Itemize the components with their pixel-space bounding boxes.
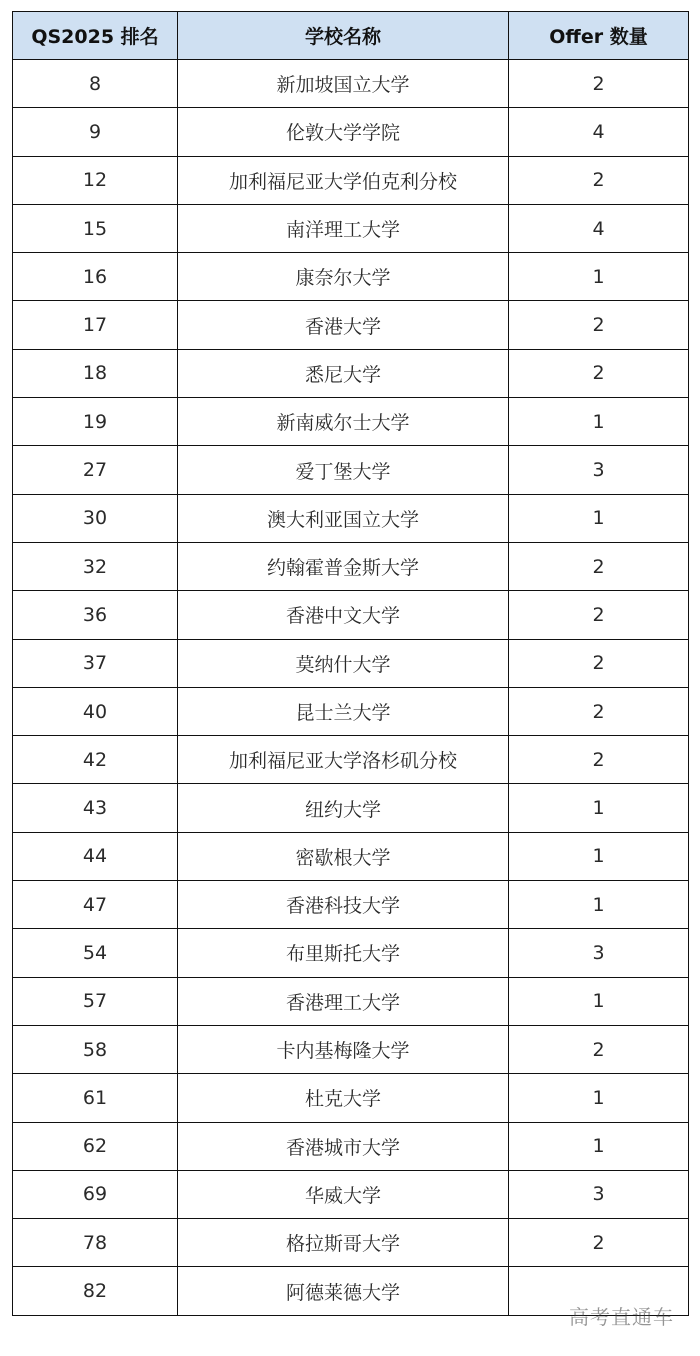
cell-offer-count: 2 <box>509 156 689 204</box>
table-row <box>13 1025 689 1073</box>
cell-rank: 18 <box>13 349 178 397</box>
table-row <box>13 1219 689 1267</box>
cell-school-name: 香港科技大学 <box>178 881 509 929</box>
cell-rank: 42 <box>13 736 178 784</box>
cell-school-name: 阿德莱德大学 <box>178 1267 509 1315</box>
table-row <box>13 977 689 1025</box>
cell-school-name: 新加坡国立大学 <box>178 60 509 108</box>
cell-offer-count: 1 <box>509 977 689 1025</box>
cell-rank: 69 <box>13 1170 178 1218</box>
cell-school-name: 加利福尼亚大学洛杉矶分校 <box>178 736 509 784</box>
cell-rank: 44 <box>13 832 178 880</box>
cell-school-name: 香港大学 <box>178 301 509 349</box>
header-offer-count: Offer 数量 <box>509 12 689 60</box>
cell-school-name: 昆士兰大学 <box>178 687 509 735</box>
table-row <box>13 349 689 397</box>
cell-rank: 43 <box>13 784 178 832</box>
table-row <box>13 253 689 301</box>
table-row <box>13 929 689 977</box>
ranking-table <box>12 11 689 1316</box>
table-row <box>13 446 689 494</box>
cell-school-name: 南洋理工大学 <box>178 204 509 252</box>
cell-school-name: 纽约大学 <box>178 784 509 832</box>
cell-offer-count: 4 <box>509 204 689 252</box>
table-row <box>13 301 689 349</box>
table-row <box>13 687 689 735</box>
table-row <box>13 494 689 542</box>
cell-offer-count: 1 <box>509 253 689 301</box>
cell-offer-count: 1 <box>509 398 689 446</box>
cell-school-name: 约翰霍普金斯大学 <box>178 542 509 590</box>
cell-rank: 40 <box>13 687 178 735</box>
cell-school-name: 香港中文大学 <box>178 591 509 639</box>
cell-rank: 12 <box>13 156 178 204</box>
cell-rank: 61 <box>13 1074 178 1122</box>
cell-offer-count: 1 <box>509 1074 689 1122</box>
table-row <box>13 881 689 929</box>
cell-rank: 32 <box>13 542 178 590</box>
cell-school-name: 澳大利亚国立大学 <box>178 494 509 542</box>
cell-offer-count: 2 <box>509 591 689 639</box>
cell-offer-count: 2 <box>509 301 689 349</box>
cell-school-name: 杜克大学 <box>178 1074 509 1122</box>
cell-school-name: 格拉斯哥大学 <box>178 1219 509 1267</box>
header-school-name: 学校名称 <box>178 12 509 60</box>
cell-offer-count: 2 <box>509 542 689 590</box>
cell-rank: 37 <box>13 639 178 687</box>
table-row <box>13 591 689 639</box>
cell-school-name: 华威大学 <box>178 1170 509 1218</box>
cell-school-name: 新南威尔士大学 <box>178 398 509 446</box>
cell-rank: 30 <box>13 494 178 542</box>
cell-offer-count: 1 <box>509 784 689 832</box>
cell-offer-count: 3 <box>509 929 689 977</box>
cell-rank: 57 <box>13 977 178 1025</box>
table-header-row <box>13 12 689 60</box>
table-row <box>13 784 689 832</box>
cell-offer-count: 2 <box>509 60 689 108</box>
cell-rank: 16 <box>13 253 178 301</box>
cell-offer-count: 2 <box>509 1025 689 1073</box>
cell-offer-count: 2 <box>509 639 689 687</box>
cell-offer-count: 1 <box>509 832 689 880</box>
cell-school-name: 卡内基梅隆大学 <box>178 1025 509 1073</box>
table-row <box>13 639 689 687</box>
cell-school-name: 香港理工大学 <box>178 977 509 1025</box>
cell-rank: 78 <box>13 1219 178 1267</box>
cell-offer-count: 1 <box>509 881 689 929</box>
cell-offer-count: 4 <box>509 108 689 156</box>
cell-school-name: 悉尼大学 <box>178 349 509 397</box>
cell-rank: 27 <box>13 446 178 494</box>
table-row <box>13 736 689 784</box>
cell-offer-count: 3 <box>509 1170 689 1218</box>
table-row <box>13 1122 689 1170</box>
cell-offer-count: 1 <box>509 1122 689 1170</box>
cell-school-name: 密歇根大学 <box>178 832 509 880</box>
table-row <box>13 1170 689 1218</box>
table-row <box>13 1074 689 1122</box>
cell-school-name: 布里斯托大学 <box>178 929 509 977</box>
table-row <box>13 60 689 108</box>
cell-offer-count: 1 <box>509 494 689 542</box>
table-row <box>13 108 689 156</box>
cell-rank: 62 <box>13 1122 178 1170</box>
table-row <box>13 832 689 880</box>
cell-school-name: 加利福尼亚大学伯克利分校 <box>178 156 509 204</box>
cell-offer-count: 2 <box>509 1219 689 1267</box>
table-row <box>13 542 689 590</box>
cell-school-name: 康奈尔大学 <box>178 253 509 301</box>
cell-rank: 58 <box>13 1025 178 1073</box>
header-rank: QS2025 排名 <box>13 12 178 60</box>
cell-school-name: 莫纳什大学 <box>178 639 509 687</box>
table-row <box>13 398 689 446</box>
cell-school-name: 香港城市大学 <box>178 1122 509 1170</box>
cell-rank: 47 <box>13 881 178 929</box>
cell-rank: 36 <box>13 591 178 639</box>
table-row <box>13 156 689 204</box>
cell-offer-count: 2 <box>509 687 689 735</box>
watermark-logo-text: 高考直通车 <box>569 1305 674 1329</box>
cell-offer-count: 2 <box>509 349 689 397</box>
cell-rank: 8 <box>13 60 178 108</box>
cell-offer-count: 3 <box>509 446 689 494</box>
cell-offer-count: 2 <box>509 736 689 784</box>
cell-rank: 19 <box>13 398 178 446</box>
table-row <box>13 204 689 252</box>
cell-school-name: 爱丁堡大学 <box>178 446 509 494</box>
cell-rank: 15 <box>13 204 178 252</box>
cell-rank: 82 <box>13 1267 178 1315</box>
cell-rank: 17 <box>13 301 178 349</box>
cell-school-name: 伦敦大学学院 <box>178 108 509 156</box>
cell-rank: 54 <box>13 929 178 977</box>
cell-rank: 9 <box>13 108 178 156</box>
